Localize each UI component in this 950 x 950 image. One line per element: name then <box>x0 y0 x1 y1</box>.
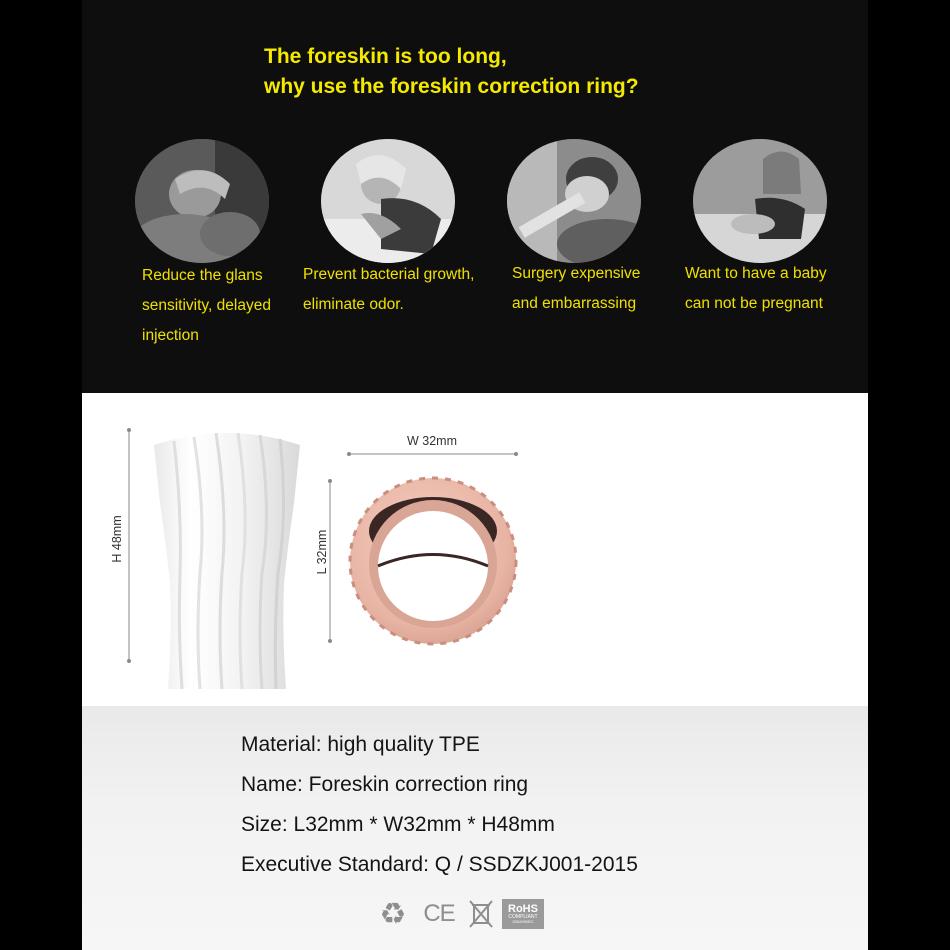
ring-product-image <box>350 478 516 644</box>
distressed-man-photo <box>135 139 269 263</box>
spec-material: Material: high quality TPE <box>241 733 480 756</box>
benefit-caption-1: Reduce the glans sensitivity, delayed injection <box>142 267 271 344</box>
rohs-directive: 2002/95/EC <box>512 919 534 924</box>
distressed-woman-photo <box>321 139 455 263</box>
weee-bin-icon <box>464 897 498 931</box>
width-label: W 32mm <box>407 434 457 448</box>
benefit-caption-4: Want to have a baby can not be pregnant <box>685 265 827 312</box>
height-dimension-line <box>127 428 131 663</box>
headline-line-2: why use the foreskin correction ring? <box>264 75 639 98</box>
sad-woman-photo <box>693 139 827 263</box>
spec-standard: Executive Standard: Q / SSDZKJ001-2015 <box>241 853 638 876</box>
height-label: H 48mm <box>110 515 124 563</box>
rohs-label: RoHS <box>508 903 538 915</box>
ce-mark: CE <box>423 900 455 927</box>
width-dimension-line <box>347 452 518 456</box>
benefit-caption-3: Surgery expensive and embarrassing <box>512 265 641 312</box>
rohs-compliant: COMPLIANT <box>508 914 538 920</box>
sleeve-product-image <box>154 433 300 689</box>
product-illustration <box>82 393 868 706</box>
rohs-badge <box>502 899 544 929</box>
surgeon-photo <box>507 139 641 263</box>
recycle-icon: ♻ <box>379 897 407 931</box>
spec-name: Name: Foreskin correction ring <box>241 773 529 796</box>
spec-size: Size: L32mm * W32mm * H48mm <box>241 813 555 836</box>
length-label: L 32mm <box>315 529 329 575</box>
headline-line-1: The foreskin is too long, <box>264 45 507 68</box>
benefit-caption-2: Prevent bacterial growth, eliminate odor. <box>303 266 475 313</box>
headline <box>264 42 639 102</box>
